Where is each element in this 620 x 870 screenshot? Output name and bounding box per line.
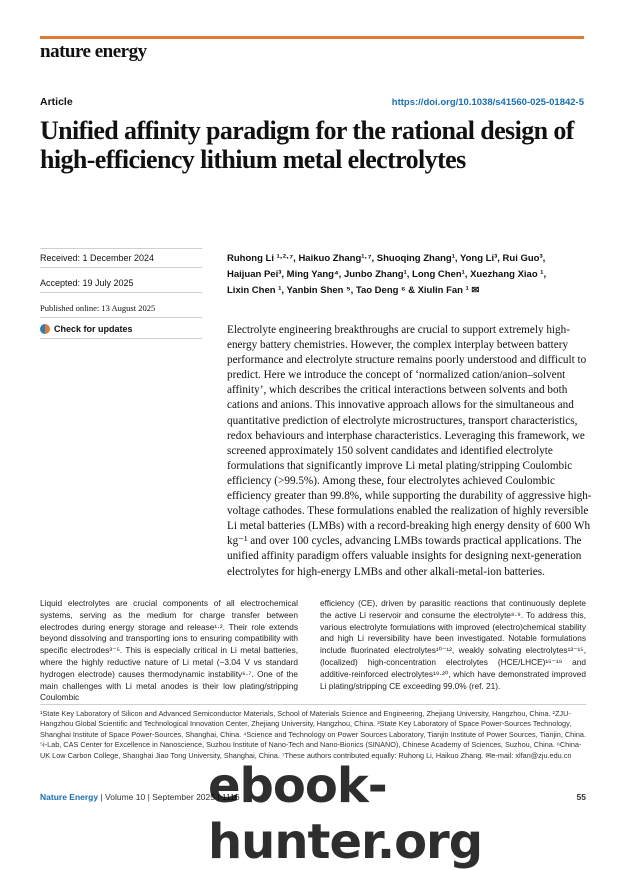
journal-name: nature energy (40, 41, 147, 62)
author-line: Lixin Chen ¹, Yanbin Shen ⁵, Tao Deng ⁶ & Xiulin Fan ¹ ✉ (227, 285, 480, 296)
published-date: Published online: 13 August 2025 (40, 299, 202, 318)
abstract: Electrolyte engineering breakthroughs are crucial to support extremely high-energy battery chemistries. However, the complex interplay between battery performance and electrolyte structure remains poorly understood and difficult to predict. Here we introduce the concept of ‘normalized cation/anion–solvent affinity’, which describes the critical interactions between solvents and both cations and anions. This innovative approach allows for the simultaneous and quantitative prediction of electrolyte microstructures, transport characteristics, redox behaviours and interphase characteristics. Leveraging this framework, we screened approximately 150 solvent candidates and identified electrolyte formulations that significantly improve Li metal plating/stripping Coulombic efficiency (>99.5%). Among these, four electrolytes achieved Coulombic efficiency greater than 99.8%, while supporting the durability of aggressive high-voltage cathodes. These formulations enabled the realization of highly reversible Li metal batteries (LMBs) with a record-breaking high energy density of 600 Wh kg⁻¹ and over 100 cycles, advancing LMBs towards practical applications. The unified affinity paradigm offers valuable insights for designing next-generation electrolytes for high-energy LMBs and other alkali-metal-ion batteries. (227, 324, 592, 578)
watermark-text: ebook-hunter.org (208, 758, 483, 870)
author-line: Ruhong Li ¹·²·⁷, Haikuo Zhang¹·⁷, Shuoqing Zhang¹, Yong Li³, Rui Guo³, (227, 253, 546, 264)
check-updates-button[interactable] (40, 320, 202, 339)
author-list (227, 251, 597, 299)
journal-accent-bar (40, 36, 584, 39)
accepted-date: Accepted: 19 July 2025 (40, 274, 202, 293)
article-title: Unified affinity paradigm for the rational design of high-efficiency lithium metal electrolytes (40, 116, 574, 174)
body-text-left-column: Liquid electrolytes are crucial components of all electrochemical systems, serving as the medium for charge transfer between electrodes during energy storage and release¹·². Their role extends beyond dissolving and transporting ions to ensuring compatibility with specific electrodes³⁻⁵. This is especially critical in Li metal batteries, where the highly reductive nature of Li metal (−3.04 V vs standard hydrogen electrode) causes thermodynamic instability⁶·⁷. One of the main challenges with Li metal anodes is their low plating/stripping Coulombic (40, 598, 298, 703)
received-date: Received: 1 December 2024 (40, 248, 202, 268)
author-line: Haijuan Pei³, Ming Yang⁴, Junbo Zhang¹, Long Chen¹, Xuezhang Xiao ¹, (227, 269, 547, 280)
footer-volume-info: | Volume 10 | September 2025 | 1116 (98, 792, 240, 802)
body-text-right-column: efficiency (CE), driven by parasitic reactions that continuously deplete the active Li reservoir and consume the electrolyte⁸·⁹. To address this, various electrolyte formulations with improved (electro)chemical stability and high Li reversibility have been investigated. Notable formulations include fluorinated electrolytes¹⁰⁻¹², weakly solvating electrolytes¹³⁻¹⁵, (localized) high-concentration electrolytes (HCE/LHCE)¹⁶⁻¹⁸ and additive-reinforced electrolytes¹⁹·²⁰, which have demonstrated improved Li plating/stripping CE exceeding 99.0% (ref. 21). (320, 598, 586, 691)
article-type-label: Article (40, 96, 73, 108)
check-updates-label: Check for updates (54, 324, 133, 334)
check-updates-icon (40, 324, 50, 334)
article-metadata (40, 248, 202, 339)
doi-link[interactable]: https://doi.org/10.1038/s41560-025-01842-5 (391, 97, 584, 108)
footer-journal: Nature Energy (40, 792, 99, 802)
affiliations-divider (40, 704, 586, 705)
affiliations: ¹State Key Laboratory of Silicon and Advanced Semiconductor Materials, School of Materials Science and Engineering, Zhejiang University, Hangzhou, China. ²ZJU-Hangzhou Global Scientific and Technological Innovation Center, Zhejiang University, Hangzhou, China. ³State Key Laboratory of Space Power-Sources Technology, Shanghai Institute of Space Power-Sources, Shanghai, China. ⁴Science and Technology on Power Sources Laboratory, Tianjin Institute of Power Sources, Tianjin, China. ⁵i-Lab, CAS Center for Excellence in Nanoscience, Suzhou Institute of Nano-Tech and Nano-Bionics (SINANO), Chinese Academy of Sciences, Suzhou, China. ⁶China-UK Low Carbon College, Shanghai Jiao Tong University, Shanghai, China. ⁷These authors contributed equally: Ruhong Li, Haikuo Zhang. ✉e-mail: xlfan@zju.edu.cn (40, 709, 586, 760)
page-number: 55 (576, 792, 586, 802)
